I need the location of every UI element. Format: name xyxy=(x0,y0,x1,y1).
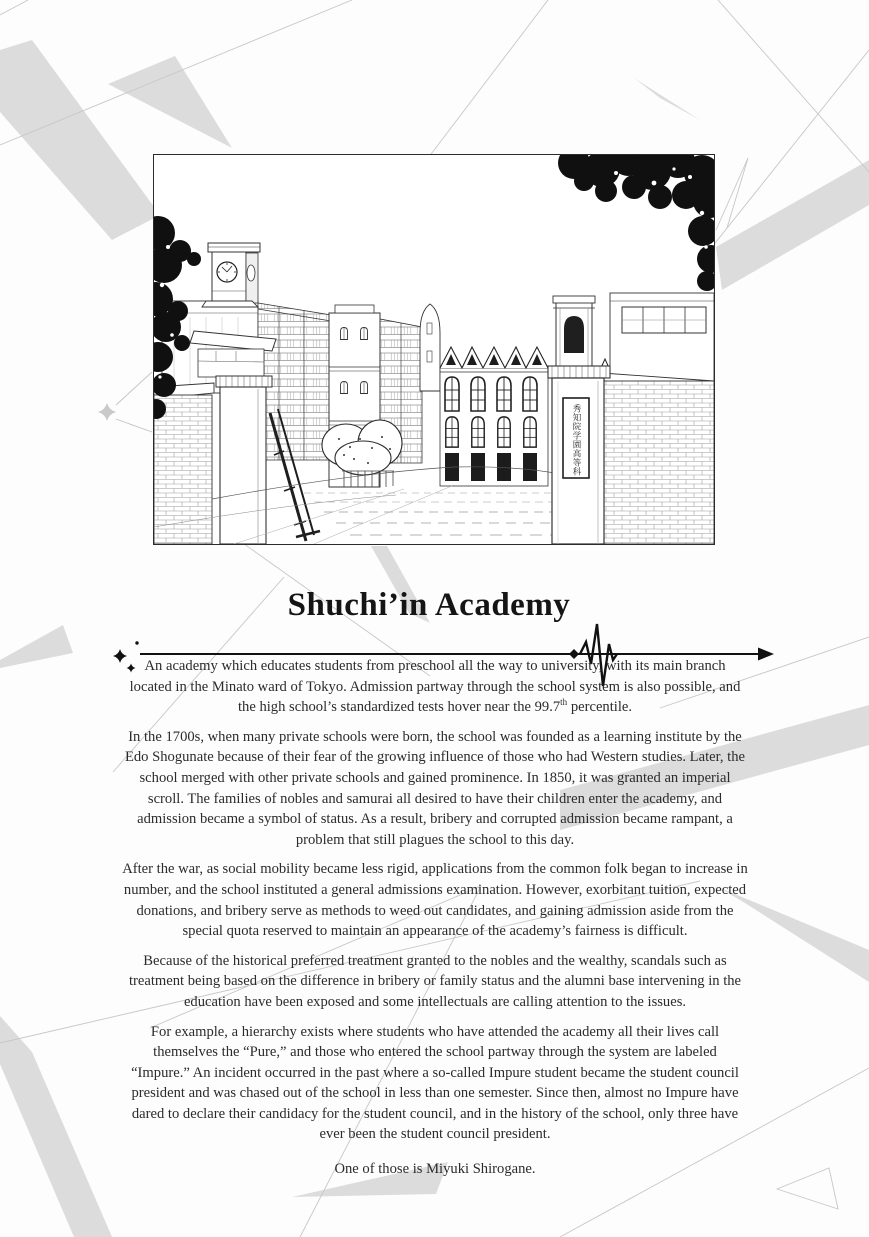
right-building xyxy=(610,293,714,381)
streak-right-band xyxy=(716,160,869,290)
guard-booth xyxy=(190,331,276,377)
chapel-building xyxy=(440,347,548,486)
spire-turret xyxy=(420,304,440,391)
left-gate-pillar xyxy=(216,376,272,544)
right-gate-pillar xyxy=(548,366,610,544)
clock-tower xyxy=(202,243,260,307)
gate-tower xyxy=(553,296,595,371)
paragraph-overview-text: An academy which educates students from preschool all the way to university, with its main branch located in the Minato ward of Tokyo. Admission partway through the school system is also possible, and the high school’s standardized tests hover near the 99.7 xyxy=(129,658,741,716)
campus-illustration-panel xyxy=(153,154,715,545)
body-text xyxy=(122,656,748,1189)
streak-left-wedge xyxy=(0,625,73,668)
right-brick-wall xyxy=(602,373,714,544)
page-title: Shuchi’in Academy xyxy=(287,587,571,623)
paragraph-overview xyxy=(122,656,748,718)
streak-bottom-left-band xyxy=(0,1016,112,1237)
gate-sign-text: 秀知院学園高等科 xyxy=(571,404,581,476)
streak-top-right-wedge xyxy=(634,78,700,120)
paragraph-postwar-admissions: After the war, as social mobility became less rigid, applications from the common folk began to increase in number, and the school instituted a general admissions examination. However, exorbitant tuition, expected donations, and bribery serve as methods to weed out candidates, and gaining admission aside from the special quota reserved to maintain an appearance of the academy’s fairness is difficult. xyxy=(122,861,748,940)
paragraph-shirogane: One of those is Miyuki Shirogane. xyxy=(334,1161,536,1178)
streak-top-left-band xyxy=(0,40,160,240)
paragraph-overview-tail: percentile. xyxy=(567,699,633,716)
percentile-superscript: th xyxy=(560,697,568,708)
campus-drawing xyxy=(154,155,714,544)
right-arrow-icon xyxy=(758,647,774,660)
paragraph-founding-history: In the 1700s, when many private schools were born, the school was founded as a learning institute by the Edo Shogunate because of their fear of the growing influence of those who had Western studies. Later, the school merged with other private schools and gained prominence. In 1850, it was granted an imperial scroll. The families of nobles and samurai all desired to have their children enter the academy, and admission became a symbol of status. As a result, bribery and corrupted admission became rampant, a problem that still plagues the school to this day. xyxy=(124,728,746,848)
paragraph-pure-impure: For example, a hierarchy exists where students who have attended the academy all their lives call themselves the “Pure,” and those who entered the school partway through the system are labeled “Impure.” An incident occurred in the past where a so-called Impure student became the student council president and was chased out of the school in less than one semester. Since then, almost no Impure have dared to declare their candidacy for the student council, and in the history of the school, only three have ever been the student council president. xyxy=(131,1023,739,1143)
clock-face-side xyxy=(247,265,255,281)
paragraph-scandals: Because of the historical preferred treatment granted to the nobles and the wealthy, scandals such as treatment being based on the difference in bribery or family status and the alumni base intervening in the education have been exposed and some intellectuals are calling attention to the issues. xyxy=(128,952,742,1010)
streak-top-left-wedge xyxy=(108,56,232,148)
tree-top-right xyxy=(558,155,714,291)
gray-sparkle xyxy=(98,372,152,432)
